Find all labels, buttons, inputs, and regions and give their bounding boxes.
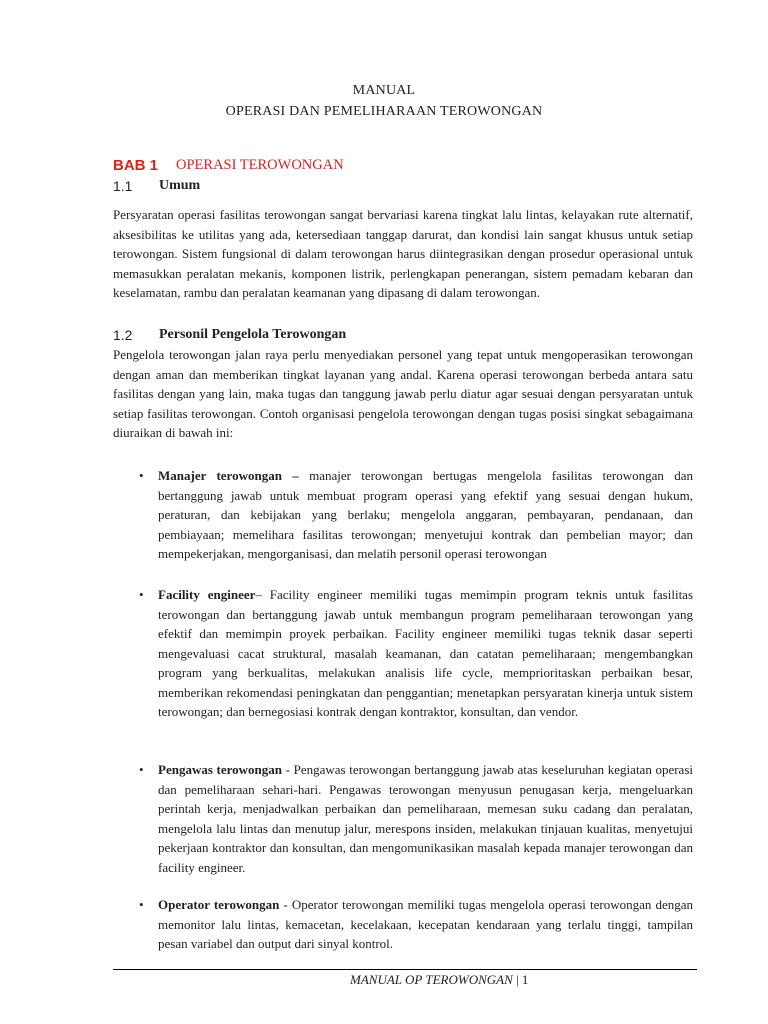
bullet-term: Pengawas terowongan xyxy=(158,762,283,777)
section-title: Umum xyxy=(159,178,201,193)
bullet-term: Manajer terowongan xyxy=(158,468,282,483)
chapter-title: OPERASI TEROWONGAN xyxy=(176,157,344,173)
bullet-list xyxy=(113,466,693,564)
bullet-icon: • xyxy=(139,897,144,912)
bullet-list xyxy=(113,760,693,877)
bullet-list xyxy=(113,895,693,954)
bullet-icon: • xyxy=(139,762,144,777)
bullet-item-operator xyxy=(113,895,693,954)
document-title-line1: MANUAL xyxy=(352,83,416,98)
bullet-separator: - xyxy=(279,897,292,912)
footer-title: MANUAL OP TEROWONGAN xyxy=(350,972,513,987)
bullet-term: Operator terowongan xyxy=(158,897,280,912)
page-number: 1 xyxy=(521,972,529,987)
section-heading-1-2 xyxy=(113,327,347,345)
footer-separator: | xyxy=(512,972,522,987)
bullet-text: Operator terowongan memiliki tugas mengelola operasi terowongan dengan memonitor lalu lintas, kemacetan, kecelakaan, kecepatan kendaraan yang terlalu tinggi, tampilan pesan variabel dan output dari sinyal kontrol. xyxy=(158,897,694,951)
bullet-separator: – xyxy=(281,468,310,483)
footer-divider xyxy=(113,969,697,970)
bullet-icon: • xyxy=(139,587,144,602)
section-number: 1.1 xyxy=(113,178,133,194)
chapter-number: BAB 1 xyxy=(113,157,159,174)
bullet-item-manajer xyxy=(113,466,693,564)
chapter-heading xyxy=(113,157,344,175)
bullet-separator: – xyxy=(255,587,270,602)
bullet-list xyxy=(113,585,693,722)
section-heading-1-1 xyxy=(113,178,201,196)
bullet-item-facility-engineer xyxy=(113,585,693,722)
bullet-text: Pengawas terowongan bertanggung jawab atas keseluruhan kegiatan operasi dan pemeliharaan sehari-hari. Pengawas terowongan menyusun penugasan kerja, mengeluarkan perintah kerja, menjadwalkan perbaikan dan pemeliharaan, memesan suku cadang dan peralatan, mengelola lalu lintas dan menutup jalur, merespons insiden, melakukan tinjauan kualitas, menyetujui pekerjaan kontraktor dan konsultan, dan mengomunikasikan masalah kepada manajer terowongan dan facility engineer. xyxy=(158,762,693,875)
section-number: 1.2 xyxy=(113,327,133,343)
page-footer xyxy=(350,972,528,988)
bullet-separator: - xyxy=(282,762,294,777)
bullet-icon: • xyxy=(139,468,144,483)
bullet-text: Facility engineer memiliki tugas memimpin program teknis untuk fasilitas terowongan dan bertanggung jawab untuk membangun program pemeliharaan terowongan yang efektif dan memimpin proyek perbaikan. Facility engineer memiliki tugas teknik dasar seperti mengevaluasi cacat struktural, masalah keamanan, dan catatan pemeliharaan; mengembangkan program yang berkualitas, melakukan analisis life cycle, memprioritaskan perbaikan besar, memberikan rekomendasi peningkatan dan penggantian; menetapkan persyaratan kinerja untuk sistem terowongan; dan bernegosiasi kontrak dengan kontraktor, konsultan, dan vendor. xyxy=(158,587,694,719)
section-title: Personil Pengelola Terowongan xyxy=(159,327,347,342)
paragraph-umum: Persyaratan operasi fasilitas terowongan sangat bervariasi karena tingkat lalu lintas, kelayakan rute alternatif, aksesibilitas ke utilitas yang ada, ketersediaan tanggap darurat, dan kondisi lain sangat khusus untuk setiap terowongan. Sistem fungsional di dalam terowongan harus diintegrasikan dengan prosedur operasional untuk memasukkan peralatan mekanis, komponen listrik, perlengkapan penerangan, sistem pemadam kebaran dan keselamatan, rambu dan peralatan keamanan yang dipasang di dalam terowongan. xyxy=(113,207,693,300)
bullet-term: Facility engineer xyxy=(158,587,256,602)
paragraph-personil: Pengelola terowongan jalan raya perlu menyediakan personel yang tepat untuk mengoperasikan terowongan dengan aman dan memberikan tingkat layanan yang andal. Karena operasi terowongan berbeda antara satu fasilitas dengan yang lain, maka tugas dan tanggung jawab perlu diatur agar sesuai dengan persyaratan untuk setiap fasilitas terowongan. Contoh organisasi pengelola terowongan dengan tugas posisi singkat sebagaimana diuraikan di bawah ini: xyxy=(113,347,693,440)
document-title-line2: OPERASI DAN PEMELIHARAAN TEROWONGAN xyxy=(225,104,543,119)
bullet-text: manajer terowongan bertugas mengelola fasilitas terowongan dan bertanggung jawab untuk membuat program operasi yang efektif yang sesuai dengan hukum, peraturan, dan kebijakan yang berlaku; mengelola anggaran, pembayaran, pendanaan, dan pembiayaan; memelihara fasilitas terowongan; menyetujui kontrak dan pembelian mayor; dan mempekerjakan, mengorganisasi, dan melatih personil operasi terowongan xyxy=(158,468,693,561)
bullet-item-pengawas xyxy=(113,760,693,877)
